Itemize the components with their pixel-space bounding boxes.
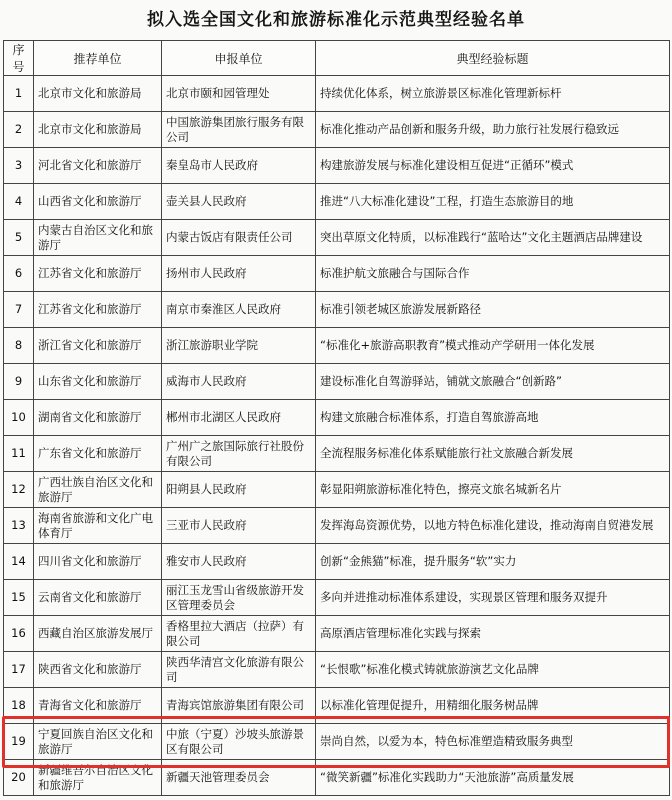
experience-list-table: [3, 40, 670, 796]
recommender-cell: 山东省文化和旅游厅: [34, 364, 162, 400]
recommender-cell: 四川省文化和旅游厅: [34, 544, 162, 580]
declarer-cell: 秦皇岛市人民政府: [162, 148, 316, 184]
declarer-cell: 中旅（宁夏）沙坡头旅游景区有限公司: [162, 724, 316, 760]
experience-cell: 发挥海岛资源优势，以地方特色标准化建设，推动海南自贸港发展: [316, 508, 670, 544]
table-row: [4, 76, 670, 112]
experience-cell: 创新“金熊猫”标准，提升服务“软”实力: [316, 544, 670, 580]
declarer-cell: 香格里拉大酒店（拉萨）有限公司: [162, 616, 316, 652]
row-number: 1: [4, 76, 34, 112]
declarer-cell: 丽江玉龙雪山省级旅游开发区管理委员会: [162, 580, 316, 616]
row-number: 17: [4, 652, 34, 688]
header-recommender: 推荐单位: [34, 41, 162, 76]
experience-cell: 彰显阳朔旅游标准化特色，擦亮文旅名城新名片: [316, 472, 670, 508]
recommender-cell: 广东省文化和旅游厅: [34, 436, 162, 472]
declarer-cell: 三亚市人民政府: [162, 508, 316, 544]
declarer-cell: 南京市秦淮区人民政府: [162, 292, 316, 328]
table-row: [4, 652, 670, 688]
recommender-cell: 江苏省文化和旅游厅: [34, 292, 162, 328]
declarer-cell: 中国旅游集团旅行服务有限公司: [162, 112, 316, 148]
recommender-cell: 山西省文化和旅游厅: [34, 184, 162, 220]
table-row: [4, 112, 670, 148]
experience-cell: “标准化+旅游高职教育”模式推动产学研用一体化发展: [316, 328, 670, 364]
recommender-cell: 北京市文化和旅游局: [34, 112, 162, 148]
row-number: 19: [4, 724, 34, 760]
row-number: 14: [4, 544, 34, 580]
table-row: [4, 544, 670, 580]
experience-cell: 多向并进推动标准体系建设，实现景区管理和服务双提升: [316, 580, 670, 616]
declarer-cell: 浙江旅游职业学院: [162, 328, 316, 364]
experience-cell: 标准护航文旅融合与国际合作: [316, 256, 670, 292]
table-row: [4, 400, 670, 436]
row-number: 15: [4, 580, 34, 616]
row-number: 8: [4, 328, 34, 364]
declarer-cell: 雅安市人民政府: [162, 544, 316, 580]
experience-cell: 以标准化管理促提升，用精细化服务树品牌: [316, 688, 670, 724]
table-row: [4, 364, 670, 400]
declarer-cell: 壶关县人民政府: [162, 184, 316, 220]
table-row: [4, 256, 670, 292]
document-title: 拟入选全国文化和旅游标准化示范典型经验名单: [147, 10, 525, 30]
table-row-highlighted: [4, 724, 670, 760]
declarer-cell: 郴州市北湖区人民政府: [162, 400, 316, 436]
table-row: [4, 580, 670, 616]
row-number: 9: [4, 364, 34, 400]
row-number: 18: [4, 688, 34, 724]
recommender-cell: 宁夏回族自治区文化和旅游厅: [34, 724, 162, 760]
table-row: [4, 508, 670, 544]
declarer-cell: 陕西华清宫文化旅游有限公司: [162, 652, 316, 688]
header-declarer: 申报单位: [162, 41, 316, 76]
experience-cell: 崇尚自然，以爱为本，特色标准塑造精致服务典型: [316, 724, 670, 760]
experience-cell: 持续优化体系，树立旅游景区标准化管理新标杆: [316, 76, 670, 112]
recommender-cell: 广西壮族自治区文化和旅游厅: [34, 472, 162, 508]
recommender-cell: 新疆维吾尔自治区文化和旅游厅: [34, 760, 162, 796]
recommender-cell: 青海省文化和旅游厅: [34, 688, 162, 724]
declarer-cell: 阳朔县人民政府: [162, 472, 316, 508]
table-row: [4, 436, 670, 472]
table-row: [4, 184, 670, 220]
recommender-cell: 海南省旅游和文化广电体育厅: [34, 508, 162, 544]
recommender-cell: 云南省文化和旅游厅: [34, 580, 162, 616]
recommender-cell: 河北省文化和旅游厅: [34, 148, 162, 184]
table-row: [4, 220, 670, 256]
experience-cell: 构建文旅融合标准体系，打造自驾旅游高地: [316, 400, 670, 436]
experience-cell: 高原酒店管理标准化实践与探索: [316, 616, 670, 652]
declarer-cell: 威海市人民政府: [162, 364, 316, 400]
experience-cell: 全流程服务标准化体系赋能旅行社文旅融合新发展: [316, 436, 670, 472]
experience-cell: 标准化推动产品创新和服务升级，助力旅行社发展行稳致远: [316, 112, 670, 148]
experience-cell: 标准引领老城区旅游发展新路径: [316, 292, 670, 328]
row-number: 3: [4, 148, 34, 184]
table-row: [4, 616, 670, 652]
declarer-cell: 北京市颐和园管理处: [162, 76, 316, 112]
row-number: 16: [4, 616, 34, 652]
table-row: [4, 148, 670, 184]
row-number: 13: [4, 508, 34, 544]
recommender-cell: 湖南省文化和旅游厅: [34, 400, 162, 436]
recommender-cell: 江苏省文化和旅游厅: [34, 256, 162, 292]
recommender-cell: 内蒙古自治区文化和旅游厅: [34, 220, 162, 256]
declarer-cell: 内蒙古饭店有限责任公司: [162, 220, 316, 256]
experience-cell: “长恨歌”标准化模式铸就旅游演艺文化品牌: [316, 652, 670, 688]
row-number: 12: [4, 472, 34, 508]
row-number: 7: [4, 292, 34, 328]
declarer-cell: 广州广之旅国际旅行社股份有限公司: [162, 436, 316, 472]
recommender-cell: 浙江省文化和旅游厅: [34, 328, 162, 364]
row-number: 11: [4, 436, 34, 472]
table-row: [4, 760, 670, 796]
experience-cell: 构建旅游发展与标准化建设相互促进“正循环”模式: [316, 148, 670, 184]
table-row: [4, 292, 670, 328]
experience-cell: 建设标准化自驾游驿站，铺就文旅融合“创新路”: [316, 364, 670, 400]
header-experience: 典型经验标题: [316, 41, 670, 76]
row-number: 5: [4, 220, 34, 256]
table-row: [4, 472, 670, 508]
experience-cell: “微笑新疆”标准化实践助力“天池旅游”高质量发展: [316, 760, 670, 796]
row-number: 10: [4, 400, 34, 436]
recommender-cell: 西藏自治区旅游发展厅: [34, 616, 162, 652]
declarer-cell: 青海宾馆旅游集团有限公司: [162, 688, 316, 724]
experience-cell: 突出草原文化特质，以标准践行“蓝哈达”文化主题酒店品牌建设: [316, 220, 670, 256]
row-number: 20: [4, 760, 34, 796]
table-row: [4, 688, 670, 724]
row-number: 6: [4, 256, 34, 292]
declarer-cell: 新疆天池管理委员会: [162, 760, 316, 796]
row-number: 4: [4, 184, 34, 220]
row-number: 2: [4, 112, 34, 148]
recommender-cell: 陕西省文化和旅游厅: [34, 652, 162, 688]
table-header-row: [4, 41, 670, 76]
experience-cell: 推进“八大标准化建设”工程，打造生态旅游目的地: [316, 184, 670, 220]
table-row: [4, 328, 670, 364]
declarer-cell: 扬州市人民政府: [162, 256, 316, 292]
recommender-cell: 北京市文化和旅游局: [34, 76, 162, 112]
header-index: 序号: [4, 41, 34, 76]
